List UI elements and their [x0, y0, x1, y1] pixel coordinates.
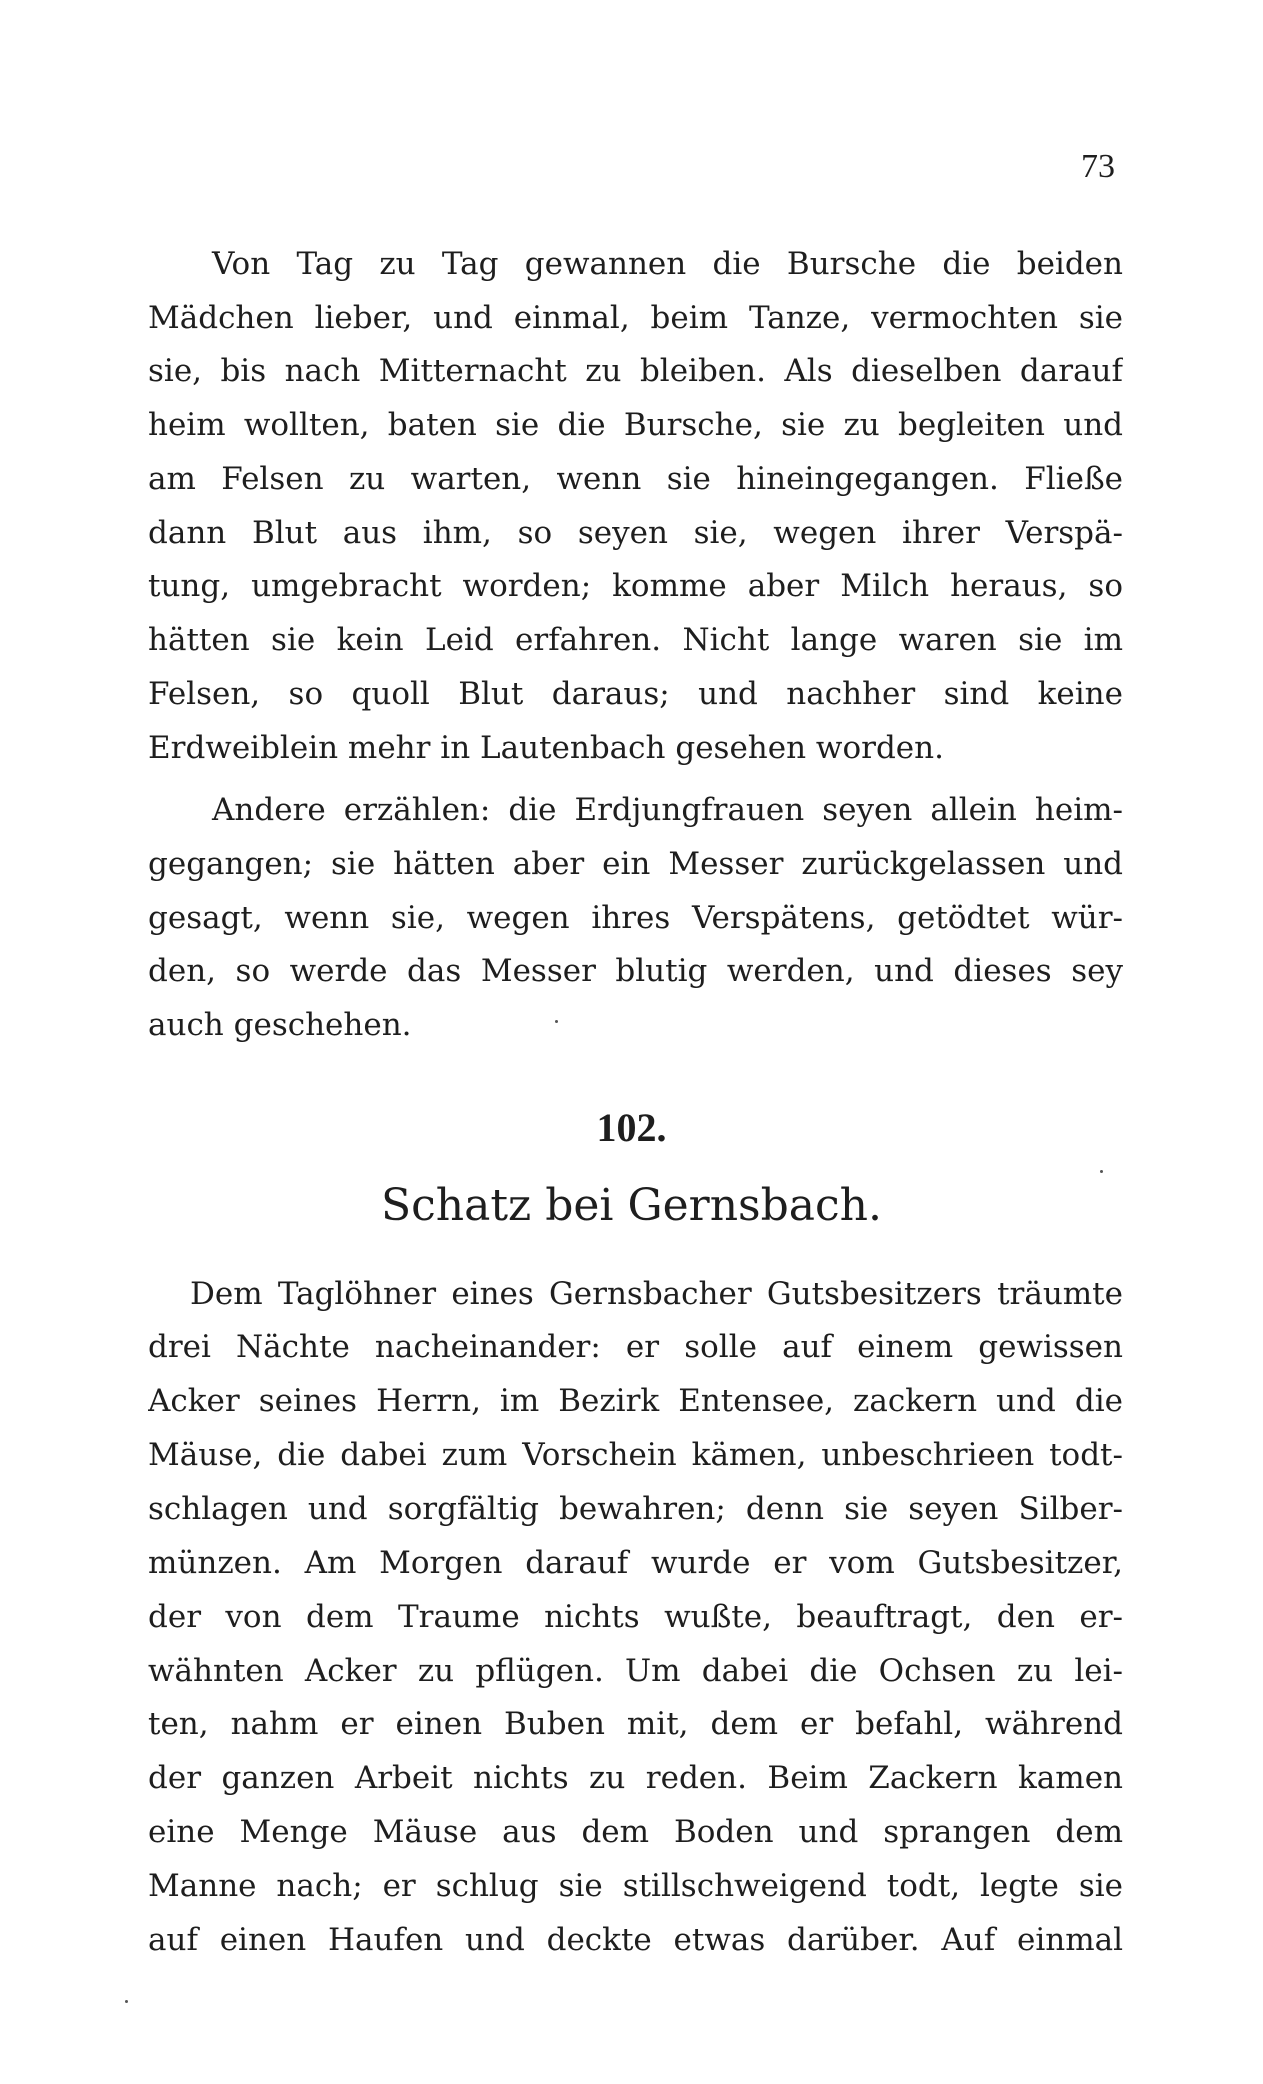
text-line: den, so werde das Messer blutig werden, und dieses sey [148, 953, 1123, 989]
text-line: Erdweiblein mehr in Lautenbach gesehen worden. [148, 730, 944, 766]
text-line: hätten sie kein Leid erfahren. Nicht lange waren sie im [148, 622, 1123, 658]
text-line: dann Blut aus ihm, so seyen sie, wegen ihrer Verspä- [148, 515, 1123, 551]
page-number: 73 [1081, 148, 1115, 185]
text-line: am Felsen zu warten, wenn sie hineingegangen. Fließe [148, 461, 1123, 497]
section-number: 102. [596, 1105, 667, 1150]
text-line: Acker seines Herrn, im Bezirk Entensee, zackern und die [148, 1383, 1123, 1419]
text-line: heim wollten, baten sie die Bursche, sie zu begleiten und [148, 407, 1123, 443]
text-line: der von dem Traume nichts wußte, beauftragt, den er- [148, 1599, 1123, 1635]
text-line: ten, nahm er einen Buben mit, dem er befahl, während [148, 1706, 1123, 1742]
paper-speck [555, 1020, 558, 1023]
text-line: Von Tag zu Tag gewannen die Bursche die beiden [212, 246, 1123, 282]
text-line: auch geschehen. [148, 1007, 412, 1043]
text-line: Manne nach; er schlug sie stillschweigend todt, legte sie [148, 1868, 1123, 1904]
text-line: auf einen Haufen und deckte etwas darüber. Auf einmal [148, 1922, 1123, 1958]
text-line: münzen. Am Morgen darauf wurde er vom Gutsbesitzer, [148, 1545, 1123, 1581]
text-line: der ganzen Arbeit nichts zu reden. Beim Zackern kamen [148, 1760, 1123, 1796]
text-line: drei Nächte nacheinander: er solle auf einem gewissen [148, 1329, 1123, 1365]
text-line: wähnten Acker zu pflügen. Um dabei die Ochsen zu lei- [148, 1653, 1123, 1689]
text-line: eine Menge Mäuse aus dem Boden und sprangen dem [148, 1814, 1123, 1850]
text-line: gesagt, wenn sie, wegen ihres Verspätens, getödtet wür- [148, 900, 1123, 936]
text-line: gegangen; sie hätten aber ein Messer zurückgelassen und [148, 846, 1123, 882]
text-line: Mäuse, die dabei zum Vorschein kämen, unbeschrieen todt- [148, 1437, 1123, 1473]
text-line: Andere erzählen: die Erdjungfrauen seyen allein heim- [212, 792, 1123, 828]
text-line: Mädchen lieber, und einmal, beim Tanze, vermochten sie [148, 300, 1123, 336]
text-line: sie, bis nach Mitternacht zu bleiben. Als dieselben darauf [148, 353, 1123, 389]
paper-speck [1100, 1170, 1103, 1173]
section-title: Schatz bei Gernsbach. [381, 1180, 882, 1231]
paper-speck [125, 2000, 128, 2003]
text-line: Felsen, so quoll Blut daraus; und nachher sind keine [148, 676, 1123, 712]
text-line: Dem Taglöhner eines Gernsbacher Gutsbesitzers träumte [190, 1276, 1123, 1312]
text-line: schlagen und sorgfältig bewahren; denn sie seyen Silber- [148, 1491, 1123, 1527]
text-line: tung, umgebracht worden; komme aber Milch heraus, so [148, 568, 1123, 604]
